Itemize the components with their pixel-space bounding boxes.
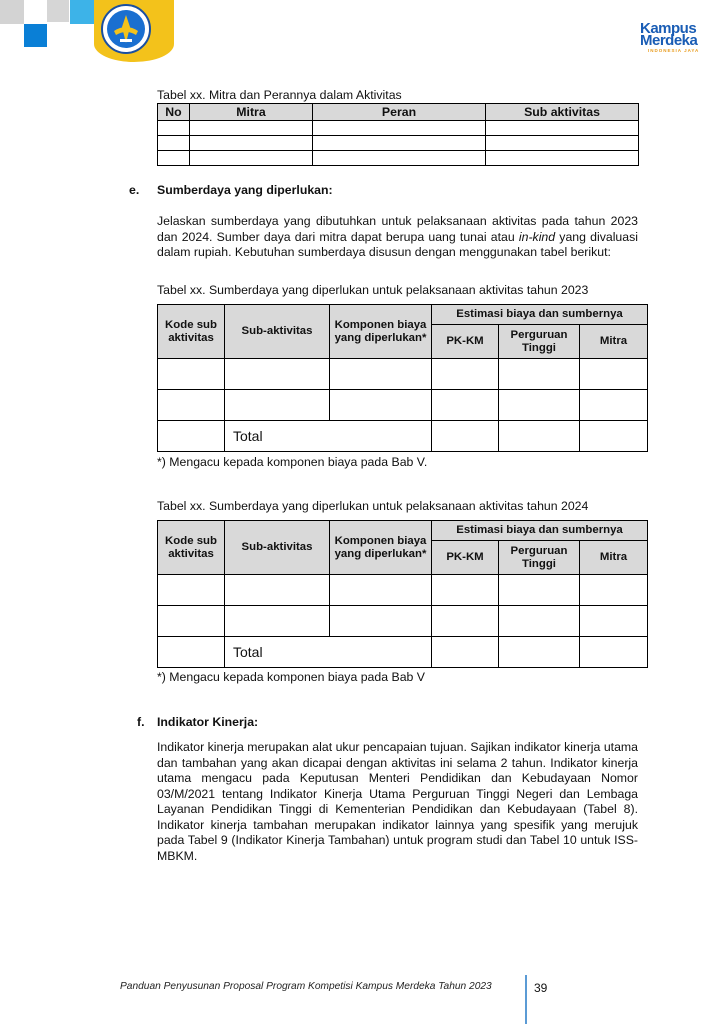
decor-square-gray bbox=[0, 0, 24, 24]
table-2024-note: *) Mengacu kepada komponen biaya pada Bab V bbox=[157, 670, 425, 684]
table-2023-note: *) Mengacu kepada komponen biaya pada Bab V. bbox=[157, 455, 428, 469]
table-header-mitra: Mitra bbox=[190, 104, 313, 121]
section-e-paragraph: Jelaskan sumberdaya yang dibutuhkan untuk pelaksanaan aktivitas pada tahun 2023 dan 2024. Sumber daya dari mitra dapat berupa uang tunai atau in-kind yang divaluasi dalam rupiah. Kebutuhan sumberdaya disusun dengan menggunakan tabel berikut: bbox=[157, 214, 638, 259]
table-2023-caption: Tabel xx. Sumberdaya yang diperlukan untuk pelaksanaan aktivitas tahun 2023 bbox=[157, 283, 589, 297]
table-row-total bbox=[158, 421, 648, 452]
header-estimasi: Estimasi biaya dan sumbernya bbox=[432, 521, 648, 541]
table-2024 bbox=[157, 520, 648, 668]
decor-square-blue bbox=[24, 24, 47, 47]
section-f-marker: f. bbox=[137, 715, 145, 729]
table-header-peran: Peran bbox=[313, 104, 486, 121]
header-sub-aktivitas: Sub-aktivitas bbox=[225, 305, 330, 359]
footer-text: Panduan Penyusunan Proposal Program Kompetisi Kampus Merdeka Tahun 2023 bbox=[120, 981, 492, 992]
header-komponen: Komponen biaya yang diperlukan* bbox=[330, 521, 432, 575]
kampus-merdeka-logo-line1: Kampus bbox=[640, 20, 697, 37]
section-e-marker: e. bbox=[129, 183, 140, 197]
decor-square-gray-2 bbox=[47, 0, 69, 22]
header-pkkm: PK-KM bbox=[432, 541, 499, 575]
table-mitra bbox=[157, 103, 639, 166]
table-row bbox=[158, 390, 648, 421]
section-f-paragraph: Indikator kinerja merupakan alat ukur pencapaian tujuan. Sajikan indikator kinerja utama dan tambahan yang akan dicapai dengan aktivitas ini selama 2 tahun. Indikator kinerja utama mengacu pada Keputusan Menteri Pendidikan dan Kebudayaan Nomor 03/M/2021 tentang Indikator Kinerja Utama Perguruan Tinggi Negeri dan Lembaga Layanan Pendidikan Tinggi di Kementerian Pendidikan dan Kebudayaan (Tabel 8). Indikator kinerja tambahan merupakan indikator lainnya yang spesifik yang merujuk pada Tabel 9 (Indikator Kinerja Tambahan) untuk program studi dan Tabel 10 untuk ISS-MBKM. bbox=[157, 740, 638, 863]
table-2024-caption: Tabel xx. Sumberdaya yang diperlukan untuk pelaksanaan aktivitas tahun 2024 bbox=[157, 499, 589, 513]
section-e-title: Sumberdaya yang diperlukan: bbox=[157, 183, 333, 197]
kampus-merdeka-logo-line2: Merdeka bbox=[640, 32, 698, 49]
header-kode: Kode sub aktivitas bbox=[158, 305, 225, 359]
page-number: 39 bbox=[534, 981, 548, 995]
footer-divider bbox=[525, 975, 527, 1024]
tut-wuri-handayani-emblem-icon bbox=[100, 3, 152, 55]
table-row-total bbox=[158, 637, 648, 668]
header-komponen: Komponen biaya yang diperlukan* bbox=[330, 305, 432, 359]
header-perguruan-tinggi: Perguruan Tinggi bbox=[499, 325, 580, 359]
header-mitra: Mitra bbox=[580, 541, 648, 575]
table-row bbox=[158, 359, 648, 390]
table-header-sub-aktivitas: Sub aktivitas bbox=[486, 104, 639, 121]
header-mitra: Mitra bbox=[580, 325, 648, 359]
total-label: Total bbox=[225, 637, 432, 668]
section-f-title: Indikator Kinerja: bbox=[157, 715, 259, 729]
header-estimasi: Estimasi biaya dan sumbernya bbox=[432, 305, 648, 325]
table-header-no: No bbox=[158, 104, 190, 121]
header-pkkm: PK-KM bbox=[432, 325, 499, 359]
table-mitra-caption: Tabel xx. Mitra dan Perannya dalam Aktivitas bbox=[157, 88, 402, 102]
header-kode: Kode sub aktivitas bbox=[158, 521, 225, 575]
table-row bbox=[158, 151, 639, 166]
kampus-merdeka-logo-subtext: INDONESIA JAYA bbox=[648, 48, 700, 53]
decor-square-light-blue bbox=[70, 0, 94, 24]
table-row bbox=[158, 136, 639, 151]
table-row bbox=[158, 121, 639, 136]
header-perguruan-tinggi: Perguruan Tinggi bbox=[499, 541, 580, 575]
table-row bbox=[158, 606, 648, 637]
header-sub-aktivitas: Sub-aktivitas bbox=[225, 521, 330, 575]
table-2023 bbox=[157, 304, 648, 452]
total-label: Total bbox=[225, 421, 432, 452]
table-row bbox=[158, 575, 648, 606]
